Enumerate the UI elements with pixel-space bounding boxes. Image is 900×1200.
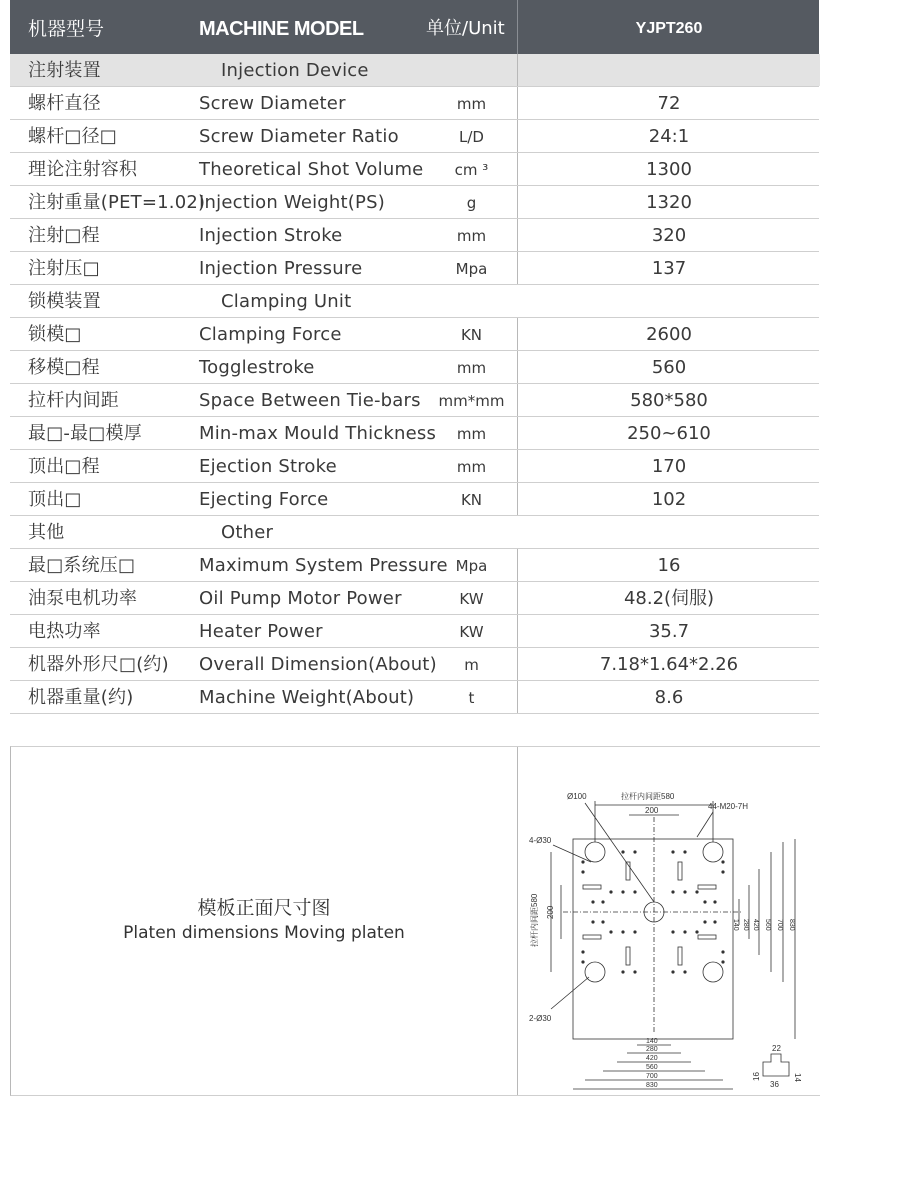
section-row bbox=[10, 516, 819, 549]
row-value: 48.2(伺服) bbox=[517, 582, 820, 614]
tslot bbox=[698, 935, 716, 939]
row-label-en: Machine Weight(About) bbox=[199, 687, 415, 708]
label-slot16: 16 bbox=[752, 1072, 761, 1081]
tiebar-hole bbox=[703, 842, 723, 862]
tslot bbox=[626, 947, 630, 965]
label-d30a: 4-Ø30 bbox=[529, 836, 552, 845]
table-row bbox=[10, 120, 819, 153]
row-label-en: Togglestroke bbox=[199, 357, 315, 378]
row-value: 7.18*1.64*2.26 bbox=[517, 648, 820, 680]
table-row bbox=[10, 417, 819, 450]
table-row bbox=[10, 252, 819, 285]
row-label-cn: 最□系统压□ bbox=[28, 555, 136, 576]
row-value: 35.7 bbox=[517, 615, 820, 647]
row-label-cn: 拉杆内间距 bbox=[28, 390, 119, 411]
row-value: 1300 bbox=[517, 153, 820, 185]
tslot bbox=[678, 862, 682, 880]
table-row bbox=[10, 318, 819, 351]
tslot bbox=[678, 947, 682, 965]
table-row bbox=[10, 483, 819, 516]
tiebar-hole bbox=[585, 962, 605, 982]
label-left200: 200 bbox=[546, 905, 555, 919]
row-label-cn: 油泵电机功率 bbox=[28, 588, 138, 609]
row-label-cn: 锁模□ bbox=[28, 324, 82, 345]
platen-diagram-panel bbox=[10, 746, 820, 1096]
label-r420: 420 bbox=[752, 919, 759, 931]
section-row bbox=[10, 54, 819, 87]
table-row bbox=[10, 648, 819, 681]
table-row bbox=[10, 450, 819, 483]
row-label-cn: 锁模装置 bbox=[28, 291, 101, 312]
tiebar-hole bbox=[585, 842, 605, 862]
label-slot22: 22 bbox=[772, 1044, 781, 1053]
row-label-en: Clamping Force bbox=[199, 324, 342, 345]
label-tiebar-top: 拉杆内间距580 bbox=[621, 792, 675, 801]
row-value: 560 bbox=[517, 351, 820, 383]
row-label-cn: 机器重量(约) bbox=[28, 687, 134, 708]
row-unit: mm bbox=[456, 227, 487, 245]
row-value bbox=[517, 516, 819, 548]
row-unit: t bbox=[468, 689, 475, 707]
table-row bbox=[10, 87, 819, 120]
row-label-en: Heater Power bbox=[199, 621, 323, 642]
row-unit: KN bbox=[460, 326, 483, 344]
tiebar-hole bbox=[703, 962, 723, 982]
tslot-section bbox=[763, 1054, 789, 1076]
row-label-en: Injection Device bbox=[221, 60, 369, 81]
table-row bbox=[10, 549, 819, 582]
row-value: 8.6 bbox=[517, 681, 820, 713]
row-label-en: Oil Pump Motor Power bbox=[199, 588, 402, 609]
row-value: 24:1 bbox=[517, 120, 820, 152]
row-value: 72 bbox=[517, 87, 820, 119]
row-label-cn: 其他 bbox=[28, 522, 65, 543]
row-unit: mm bbox=[456, 458, 487, 476]
row-label-cn: 螺杆直径 bbox=[28, 93, 101, 114]
row-unit: mm bbox=[456, 95, 487, 113]
header-model-cn: 机器型号 bbox=[28, 18, 105, 40]
label-b420: 420 bbox=[646, 1055, 658, 1062]
row-value: 250~610 bbox=[517, 417, 820, 449]
label-tiebar-left: 拉杆内间距580 bbox=[530, 893, 539, 947]
label-top200: 200 bbox=[645, 806, 659, 815]
row-label-cn: 最□-最□模厚 bbox=[28, 423, 142, 444]
row-label-cn: 理论注射容积 bbox=[28, 159, 138, 180]
row-value bbox=[517, 54, 820, 86]
leader-line bbox=[697, 812, 713, 837]
row-unit: mm*mm bbox=[438, 392, 505, 410]
label-r140: 140 bbox=[732, 919, 739, 931]
row-label-cn: 顶出□ bbox=[28, 489, 82, 510]
row-label-en: Injection Stroke bbox=[199, 225, 343, 246]
row-unit: KW bbox=[459, 590, 484, 608]
leader-line bbox=[585, 803, 654, 902]
spec-rows bbox=[10, 54, 819, 714]
section-row bbox=[10, 285, 819, 318]
row-label-en: Ejection Stroke bbox=[199, 456, 337, 477]
row-label-en: Min-max Mould Thickness bbox=[199, 423, 437, 444]
label-slot14: 14 bbox=[793, 1073, 802, 1082]
table-row bbox=[10, 582, 819, 615]
row-label-en: Overall Dimension(About) bbox=[199, 654, 437, 675]
table-row bbox=[10, 153, 819, 186]
table-row bbox=[10, 219, 819, 252]
table-row bbox=[10, 615, 819, 648]
row-label-cn: 电热功率 bbox=[28, 621, 101, 642]
label-holes: 44-M20-7H bbox=[708, 802, 749, 811]
row-value: 1320 bbox=[517, 186, 820, 218]
row-value: 16 bbox=[517, 549, 820, 581]
row-label-cn: 顶出□程 bbox=[28, 456, 100, 477]
row-value bbox=[517, 285, 819, 317]
table-header bbox=[10, 0, 819, 54]
tslot bbox=[583, 885, 601, 889]
row-value: 580*580 bbox=[517, 384, 820, 416]
label-d100: Ø100 bbox=[567, 792, 587, 801]
leader-line bbox=[551, 977, 589, 1009]
label-b280: 280 bbox=[646, 1046, 658, 1053]
row-value: 2600 bbox=[517, 318, 820, 350]
row-label-cn: 移模□程 bbox=[28, 357, 100, 378]
row-value: 170 bbox=[517, 450, 820, 482]
label-r830: 830 bbox=[788, 919, 795, 931]
row-unit: mm bbox=[456, 359, 487, 377]
row-unit: cm ³ bbox=[454, 161, 489, 179]
row-label-en: Screw Diameter bbox=[199, 93, 346, 114]
label-d30b: 2-Ø30 bbox=[529, 1014, 552, 1023]
row-label-cn: 注射压□ bbox=[28, 258, 100, 279]
row-unit: Mpa bbox=[455, 557, 488, 575]
label-r700: 700 bbox=[776, 919, 783, 931]
diagram-caption-en: Platen dimensions Moving platen bbox=[123, 923, 405, 943]
row-label-en: Clamping Unit bbox=[221, 291, 352, 312]
row-value: 137 bbox=[517, 252, 820, 284]
row-label-en: Injection Pressure bbox=[199, 258, 363, 279]
table-row bbox=[10, 351, 819, 384]
row-label-cn: 注射□程 bbox=[28, 225, 100, 246]
table-row bbox=[10, 681, 819, 714]
row-unit: Mpa bbox=[455, 260, 488, 278]
row-label-en: Space Between Tie-bars bbox=[199, 390, 421, 411]
label-r560: 560 bbox=[764, 919, 771, 931]
label-b830: 830 bbox=[646, 1082, 658, 1089]
row-value: 320 bbox=[517, 219, 820, 251]
platen-drawing bbox=[523, 787, 813, 1089]
panel-divider bbox=[517, 747, 518, 1095]
row-value: 102 bbox=[517, 483, 820, 515]
header-model-en: MACHINE MODEL bbox=[199, 18, 364, 40]
row-label-en: Injection Weight(PS) bbox=[199, 192, 385, 213]
row-unit: mm bbox=[456, 425, 487, 443]
tslot bbox=[698, 885, 716, 889]
row-unit: KN bbox=[460, 491, 483, 509]
row-unit: g bbox=[466, 194, 477, 212]
label-r280: 280 bbox=[742, 919, 749, 931]
row-label-cn: 注射重量(PET=1.02) bbox=[28, 192, 206, 213]
row-unit: KW bbox=[459, 623, 484, 641]
row-label-cn: 螺杆□径□ bbox=[28, 126, 118, 147]
tslot bbox=[583, 935, 601, 939]
label-b560: 560 bbox=[646, 1064, 658, 1071]
header-unit: 单位/Unit bbox=[426, 18, 505, 39]
row-label-en: Screw Diameter Ratio bbox=[199, 126, 399, 147]
row-label-cn: 机器外形尺□(约) bbox=[28, 654, 169, 675]
label-slot36: 36 bbox=[770, 1080, 779, 1089]
row-label-en: Maximum System Pressure bbox=[199, 555, 448, 576]
row-label-cn: 注射装置 bbox=[28, 60, 101, 81]
table-row bbox=[10, 384, 819, 417]
label-b140: 140 bbox=[646, 1038, 658, 1045]
label-b700: 700 bbox=[646, 1073, 658, 1080]
table-row bbox=[10, 186, 819, 219]
diagram-caption-cn: 模板正面尺寸图 bbox=[197, 897, 331, 919]
row-label-en: Ejecting Force bbox=[199, 489, 329, 510]
row-label-en: Other bbox=[221, 522, 274, 543]
header-model-value: YJPT260 bbox=[517, 0, 820, 54]
row-label-en: Theoretical Shot Volume bbox=[199, 159, 424, 180]
row-unit: m bbox=[464, 656, 479, 674]
row-unit: L/D bbox=[459, 128, 484, 146]
spec-table bbox=[10, 0, 819, 714]
